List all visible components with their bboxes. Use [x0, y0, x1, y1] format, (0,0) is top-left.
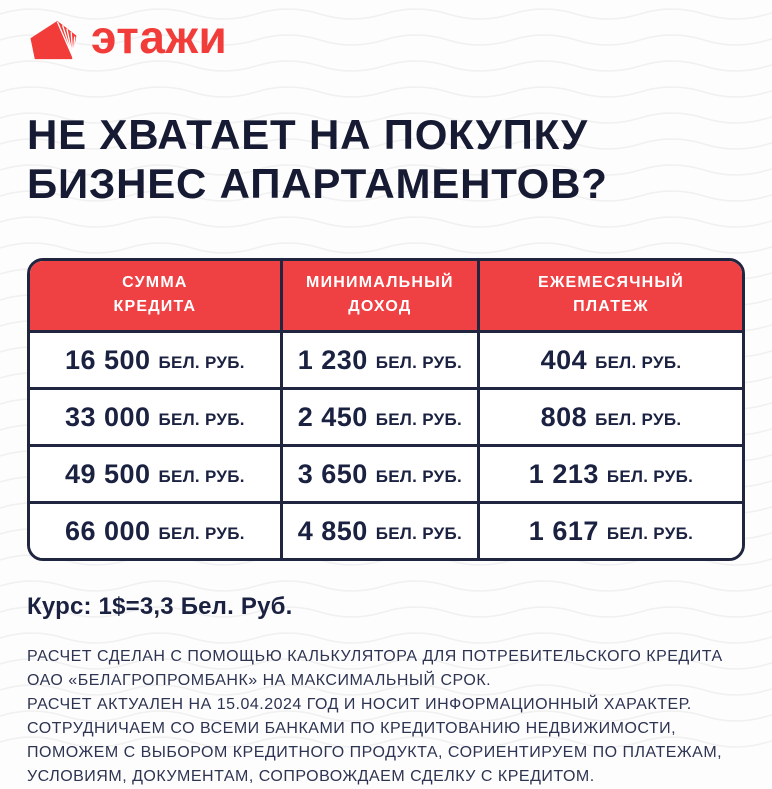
- table-row-4: [30, 504, 742, 558]
- income-unit: БЕЛ. РУБ.: [375, 409, 463, 429]
- cell-income-3: [283, 447, 480, 501]
- payment-unit: БЕЛ. РУБ.: [606, 523, 694, 543]
- payment-value: 808: [540, 401, 588, 432]
- payment-unit: БЕЛ. РУБ.: [595, 409, 682, 429]
- disclaimer-line-5: ПОМОЖЕМ С ВЫБОРОМ КРЕДИТНОГО ПРОДУКТА, СОРИЕНТИРУЕМ ПО ПЛАТЕЖАМ,: [27, 744, 723, 762]
- disclaimer-line-6: УСЛОВИЯМ, ДОКУМЕНТАМ, СОПРОВОЖДАЕМ СДЕЛКУ С КРЕДИТОМ.: [27, 768, 595, 786]
- payment-value: 1 617: [528, 515, 599, 546]
- cell-credit-1: [30, 333, 283, 387]
- logo-wordmark: этажи: [91, 11, 228, 63]
- cell-payment-3: [480, 447, 742, 501]
- income-unit: БЕЛ. РУБ.: [375, 352, 463, 372]
- income-value: 4 850: [297, 515, 368, 546]
- credit-unit: БЕЛ. РУБ.: [158, 466, 245, 486]
- table-row-3: [30, 447, 742, 504]
- payment-value: 1 213: [528, 458, 599, 489]
- header-income-line1: МИНИМАЛЬНЫЙ: [306, 274, 454, 292]
- disclaimer-text: [27, 645, 745, 789]
- credit-value: 33 000: [64, 401, 151, 432]
- credit-value: 16 500: [64, 344, 151, 375]
- income-value: 2 450: [297, 401, 368, 432]
- income-unit: БЕЛ. РУБ.: [375, 466, 463, 486]
- payment-unit: БЕЛ. РУБ.: [606, 466, 694, 486]
- payment-unit: БЕЛ. РУБ.: [595, 352, 682, 372]
- credit-unit: БЕЛ. РУБ.: [158, 352, 245, 372]
- cell-income-1: [283, 333, 480, 387]
- income-value: 3 650: [297, 458, 368, 489]
- income-value: 1 230: [297, 344, 368, 375]
- disclaimer-line-2: ОАО «БЕЛАГРОПРОМБАНК» НА МАКСИМАЛЬНЫЙ СРОК.: [27, 672, 492, 690]
- cell-credit-2: [30, 390, 283, 444]
- header-credit-line1: СУММА: [122, 274, 188, 292]
- payment-value: 404: [540, 344, 588, 375]
- page-title-line1: НЕ ХВАТАЕТ НА ПОКУПКУ: [27, 111, 588, 158]
- disclaimer-line-1: РАСЧЕТ СДЕЛАН С ПОМОЩЬЮ КАЛЬКУЛЯТОРА ДЛЯ ПОТРЕБИТЕЛЬСКОГО КРЕДИТА: [27, 648, 723, 666]
- header-cell-monthly-payment: [480, 261, 742, 330]
- disclaimer-line-4: СОТРУДНИЧАЕМ СО ВСЕМИ БАНКАМИ ПО КРЕДИТОВАНИЮ НЕДВИЖИМОСТИ,: [27, 720, 677, 738]
- cell-credit-4: [30, 504, 283, 558]
- header-payment-line2: ПЛАТЕЖ: [573, 298, 649, 316]
- header-income-line2: ДОХОД: [348, 298, 412, 316]
- page-title: [27, 110, 745, 208]
- exchange-rate: Курс: 1$=3,3 Бел. Руб.: [27, 593, 293, 621]
- table-row-2: [30, 390, 742, 447]
- credit-unit: БЕЛ. РУБ.: [158, 523, 245, 543]
- header-cell-min-income: [283, 261, 480, 330]
- cell-payment-1: [480, 333, 742, 387]
- disclaimer-line-3: РАСЧЕТ АКТУАЛЕН НА 15.04.2024 ГОД И НОСИТ ИНФОРМАЦИОННЫЙ ХАРАКТЕР.: [27, 696, 692, 714]
- cell-income-2: [283, 390, 480, 444]
- income-unit: БЕЛ. РУБ.: [375, 523, 463, 543]
- etazhi-house-icon: [27, 17, 79, 63]
- page-title-line2: БИЗНЕС АПАРТАМЕНТОВ?: [27, 160, 608, 208]
- credit-value: 49 500: [64, 458, 151, 489]
- cell-income-4: [283, 504, 480, 558]
- table-row-1: [30, 333, 742, 390]
- cell-credit-3: [30, 447, 283, 501]
- credit-table: [27, 258, 745, 561]
- logo: [27, 11, 745, 66]
- cell-payment-2: [480, 390, 742, 444]
- credit-value: 66 000: [64, 515, 151, 546]
- credit-unit: БЕЛ. РУБ.: [158, 409, 245, 429]
- cell-payment-4: [480, 504, 742, 558]
- table-header-row: [30, 261, 742, 333]
- header-cell-credit-sum: [30, 261, 283, 330]
- header-payment-line1: ЕЖЕМЕСЯЧНЫЙ: [537, 274, 684, 292]
- header-credit-line2: КРЕДИТА: [113, 298, 197, 316]
